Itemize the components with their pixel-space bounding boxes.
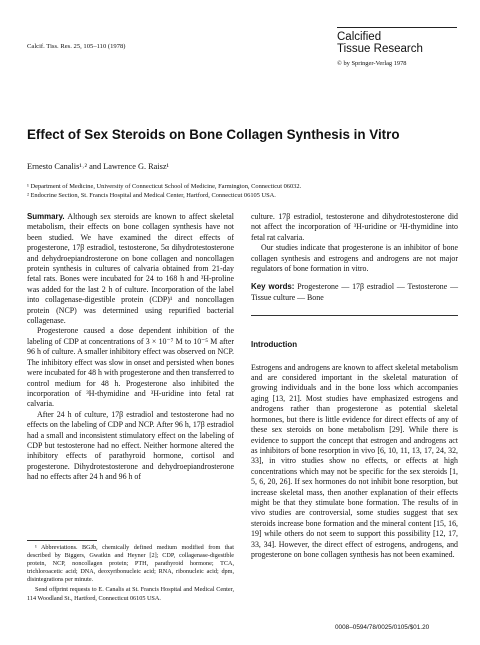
right-column <box>251 212 458 560</box>
introduction-heading: Introduction <box>251 340 298 350</box>
copyright-notice: © by Springer-Verlag 1978 <box>337 60 407 67</box>
summary-paragraph-4: Our studies indicate that progesterone is an inhibitor of bone collagen synthesis and estrogens and androgens are not major regulators of bone formation in vitro. <box>251 243 458 274</box>
article-authors: Ernesto Canalis¹˒² and Lawrence G. Raisz¹ <box>27 162 170 171</box>
journal-masthead <box>337 27 457 67</box>
issn-code: 0008–0594/78/0025/0105/$01.20 <box>335 624 430 631</box>
affiliation-1: ¹ Department of Medicine, University of Connecticut School of Medicine, Farmington, Connecticut 06032. <box>27 183 302 190</box>
keywords-label: Key words: <box>251 282 295 292</box>
section-divider <box>251 315 458 316</box>
summary-paragraph-3-continued: culture. 17β estradiol, testosterone and dihydrotestosterone did not affect the incorporation of ³H-uridine or ³H-thymidine into fetal rat calvaria. <box>251 212 458 242</box>
journal-name-line1: Calcified <box>337 31 382 43</box>
introduction-paragraph-1: Estrogens and androgens are known to affect skeletal metabolism and are considered important in the skeletal maturation of growing individuals and in the bone loss which accompanies aging [13, 21]. Most studies have emphasized estrogens and androgens rather than progesterone as potential skeletal hormones, but there is little evidence for direct effects of any of these sex steroids on bone metabolism [29]. While there is evidence to support the concept that estrogen and androgens act as inhibitors of bone resorption in vivo [6, 10, 11, 13, 17, 24, 32, 33], in vitro studies show no effects, or effects at high concentrations which may not be specific for the sex steroids [1, 5, 6, 20, 26]. If sex hormones do not inhibit bone resorption, but increase skeletal mass, then another explanation of their effects might be that they stimulate bone formation. The results of in vivo studies are controversial, some studies suggest that sex steroids increase bone formation and the mineral content [15, 16, 19] while others do not seem to support this possibility [12, 17, 33, 34]. However, the direct effect of estrogens, androgens, and progesterone on bone collagen synthesis has not been examined. <box>251 362 458 559</box>
left-column <box>27 212 234 483</box>
keywords-text: Progesterone — 17β estradiol — Testosterone — Tissue culture — Bone <box>251 282 458 302</box>
summary-paragraph-2: Progesterone caused a dose dependent inhibition of the labeling of CDP at concentrations of 3 × 10⁻⁷ M to 10⁻⁵ M after 96 h of culture. A smaller inhibitory effect was observed on NCP. The inhibitory effect was slow in onset and persisted when bones were incubated for 48 h with progesterone and then transferred to control medium for 48 h. Progesterone also inhibited the incorporation of ³H-thymidine and ³H-uridine into fetal rat calvaria. <box>27 326 234 409</box>
summary-text-1: Although sex steroids are known to affect skeletal metabolism, their effects on bone collagen synthesis have not been studied. We have examined the direct effects of progesterone, 17β estradiol, testosterone, 5α dihydrotestosterone and dehydroepiandrosterone on bone collagen and noncollagen protein synthesis in cultures of calvaria obtained from 21-day fetal rats. Bones were incubated for 24 to 168 h and ³H-proline was added for the last 2 h of culture. Incorporation of the label into collagenase-digestible protein (CDP)¹ and noncollagen protein (NCP) was determined using repurified bacterial collagenase. <box>27 212 234 326</box>
article-title: Effect of Sex Steroids on Bone Collagen Synthesis in Vitro <box>27 127 400 142</box>
journal-name-line2: Tissue Research <box>337 43 423 55</box>
summary-paragraph-1 <box>27 212 234 326</box>
keywords <box>251 282 458 303</box>
footnote-divider <box>27 540 97 541</box>
summary-paragraph-3: After 24 h of culture, 17β estradiol and testosterone had no effects on the labeling of CDP and NCP. After 96 h, 17β estradiol had a small and inconsistent stimulatory effect on the labeling of CDP but testosterone had no effect. Neither hormone altered the inhibitory effects of parathyroid hormone, cortisol and progesterone. Dihydrotestosterone and dehydroepiandrosterone had no effects after 24 h and 96 h of <box>27 409 234 482</box>
footnote-offprint: Send offprint requests to E. Canalis at St. Francis Hospital and Medical Center, 114 Woodland St., Hartford, Connecticut 06105 USA. <box>27 586 234 602</box>
journal-citation: Calcif. Tiss. Res. 25, 105–110 (1978) <box>27 43 126 50</box>
summary-label: Summary. <box>27 212 65 221</box>
affiliation-2: ² Endocrine Section, St. Francis Hospital and Medical Center, Hartford, Connecticut 06105 USA. <box>27 192 276 199</box>
footnote-abbreviations: ¹ Abbreviations. BGJb, chemically defined medium modified from that described by Biggers, Gwatkin and Heyner [2]; CDP, collagenase-digestible protein, NCP, noncollagen protein; PTH, parathyroid hormone; TCA, trichloroacetic acid; DNA, deoxyribonucleic acid; RNA, ribonucleic acid; dpm, disintegrations per minute. <box>27 544 234 584</box>
author-affiliations <box>27 182 467 200</box>
footnotes <box>27 544 234 605</box>
